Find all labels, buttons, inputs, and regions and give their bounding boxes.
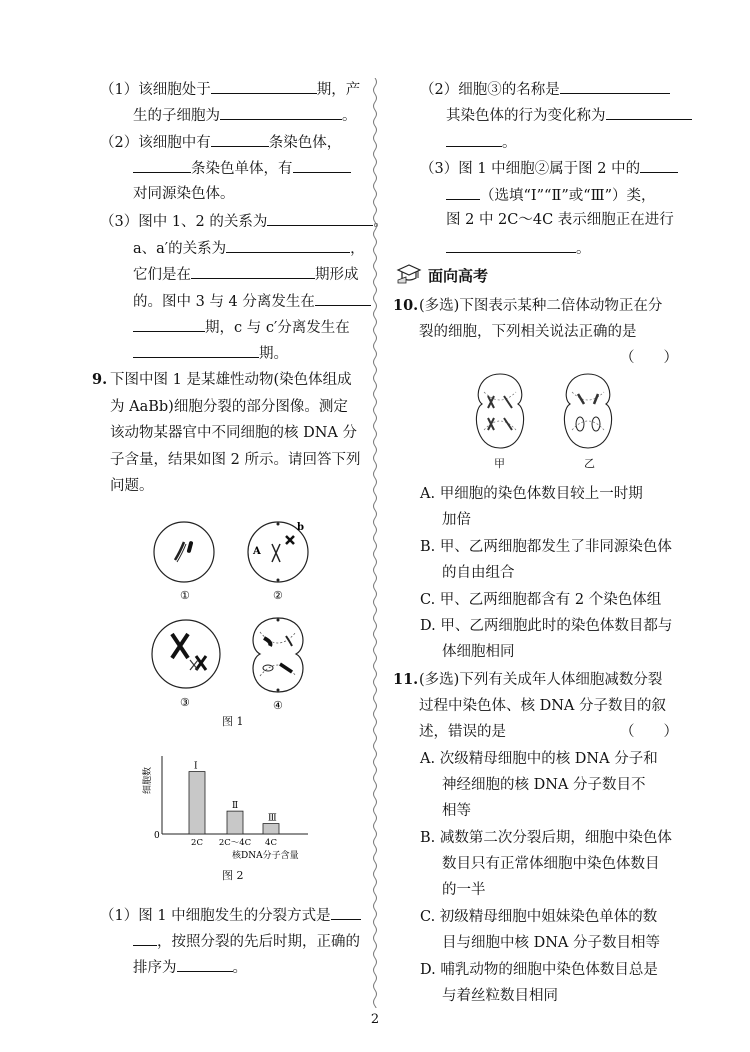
chart-y-label: 细胞数 [143, 766, 153, 794]
cell-4-diagram [253, 618, 303, 692]
q10-option-b-2: 的自由组合 [442, 565, 515, 581]
q9-stem-2: 为 AaBb)细胞分裂的部分图像。测定 [110, 399, 348, 415]
q11-option-c-1[interactable]: C. 初级精母细胞中姐妹染色单体的数 [420, 909, 658, 925]
bar-2C～4C [227, 811, 243, 834]
q9-number: 9. [92, 371, 108, 388]
q11-option-a-1[interactable]: A. 次级精母细胞中的核 DNA 分子和 [420, 751, 658, 767]
q10-answer-paren[interactable]: （ ） [620, 350, 678, 366]
column-divider [372, 78, 378, 1008]
q9-stem-4: 子含量，结果如图 2 所示。请回答下列 [110, 452, 361, 468]
q11-option-d-1[interactable]: D. 哺乳动物的细胞中染色体数目总是 [420, 962, 658, 978]
figure-1-caption: 图 1 [222, 715, 244, 728]
q9-3-line1: （3）图 1 中细胞②属于图 2 中的 [420, 157, 678, 179]
letter-A: A [253, 546, 261, 557]
q9-stem-5: 问题。 [110, 478, 154, 494]
q10-figure [460, 368, 630, 468]
q9-3-line4: 。 [446, 237, 591, 259]
q9-1-line2: ，按照分裂的先后时期，正确的 [133, 930, 360, 952]
blank[interactable] [211, 78, 317, 94]
q9-2-line1: （2）细胞③的名称是 [420, 78, 670, 100]
blank[interactable] [331, 904, 361, 920]
q10-option-d-2: 体细胞相同 [442, 644, 515, 660]
q11-option-b-1[interactable]: B. 减数第二次分裂后期，细胞中染色体 [420, 830, 672, 846]
q11-stem-3: 述，错误的是 [419, 724, 506, 740]
q10-option-c[interactable]: C. 甲、乙两细胞都含有 2 个染色体组 [420, 592, 662, 608]
figure-2-chart [140, 746, 330, 866]
page-number: 2 [370, 1012, 380, 1027]
chart-x-label: 核DNA分子含量 [232, 851, 299, 861]
blank[interactable] [293, 157, 351, 173]
q8-3-line4: 的。图中 3 与 4 分离发生在 [133, 290, 371, 312]
blank[interactable] [133, 157, 191, 173]
q10-option-a-1[interactable]: A. 甲细胞的染色体数目较上一时期 [420, 486, 643, 502]
q11-stem-2: 过程中染色体、核 DNA 分子数目的叙 [419, 698, 667, 714]
q10-stem-1: (多选)下图表示某种二倍体动物正在分 [419, 298, 663, 314]
blank[interactable] [226, 237, 350, 253]
x-tick-label: 4C [265, 838, 277, 848]
cell-yi-label: 乙 [584, 457, 595, 470]
q9-2-line2: 其染色体的行为变化称为 [446, 104, 692, 126]
q9-3-line2: （选填“Ⅰ”“Ⅱ”或“Ⅲ”）类， [446, 184, 656, 206]
cell-1-label: ① [180, 589, 190, 602]
letter-b: b [297, 522, 304, 533]
q10-option-b-1[interactable]: B. 甲、乙两细胞都发生了非同源染色体 [420, 539, 672, 555]
blank[interactable] [133, 316, 205, 332]
cell-1-diagram [154, 522, 214, 582]
blank[interactable] [177, 956, 233, 972]
cell-jia-label: 甲 [494, 457, 505, 470]
cell-3-label: ③ [180, 696, 190, 709]
q11-number: 11. [393, 671, 419, 688]
blank[interactable] [133, 930, 157, 946]
q9-stem-3: 该动物某器官中不同细胞的核 DNA 分 [110, 425, 358, 441]
blank[interactable] [191, 263, 315, 279]
blank[interactable] [211, 131, 269, 147]
q8-2-line1: （2）该细胞中有 条染色体， [100, 131, 341, 153]
blank[interactable] [133, 342, 259, 358]
cell-yi-diagram [564, 374, 611, 448]
cell-2-label: ② [273, 589, 283, 602]
q8-1-line1: （1）该细胞处于 期，产 [100, 78, 360, 100]
section-title: 面向高考 [428, 267, 489, 285]
q8-1-line2: 生的子细胞为 。 [133, 104, 357, 126]
q8-3-line2: a、a′的关系为 ， [133, 237, 365, 259]
figure-2-caption: 图 2 [222, 869, 244, 882]
x-tick-label: 2C [191, 838, 203, 848]
q8-2-line3: 对同源染色体。 [133, 186, 235, 202]
q11-option-c-2: 目与细胞中核 DNA 分子数目相等 [442, 935, 661, 951]
q11-option-b-3: 的一半 [442, 882, 486, 898]
cell-4-label: ④ [273, 699, 283, 712]
q11-option-a-3: 相等 [442, 803, 471, 819]
graduation-cap-icon [396, 262, 422, 284]
q9-stem-1: 下图中图 1 是某雄性动物(染色体组成 [110, 372, 352, 388]
q11-option-a-2: 神经细胞的核 DNA 分子数目不 [442, 777, 646, 793]
blank[interactable] [446, 237, 576, 253]
q8-3-line5: 期，c 与 c′分离发生在 [133, 316, 350, 338]
q11-option-b-2: 数目只有正常体细胞中染色体数目 [442, 856, 660, 872]
q10-stem-2: 裂的细胞，下列相关说法正确的是 [419, 324, 637, 340]
q8-3-line6: 期。 [133, 342, 288, 364]
blank[interactable] [446, 131, 502, 147]
q8-3-line3: 它们是在 期形成 [133, 263, 359, 285]
chart-origin: 0 [154, 831, 160, 841]
q9-1-line1: （1）图 1 中细胞发生的分裂方式是 [100, 904, 361, 926]
q9-3-line3: 图 2 中 2C～4C 表示细胞正在进行 [446, 212, 674, 228]
q11-answer-paren[interactable]: （ ） [620, 724, 678, 740]
blank[interactable] [640, 157, 678, 173]
q11-stem-1: (多选)下列有关成年人体细胞减数分裂 [419, 672, 663, 688]
blank[interactable] [560, 78, 670, 94]
bar-label: Ⅰ [194, 761, 198, 772]
cell-jia-diagram [476, 374, 523, 448]
q8-3-line1: （3）图中 1、2 的关系为 。 [100, 210, 388, 232]
x-tick-label: 2C～4C [218, 838, 252, 848]
q10-option-d-1[interactable]: D. 甲、乙两细胞此时的染色体数目都与 [420, 618, 673, 634]
blank[interactable] [315, 290, 371, 306]
q9-1-line3: 排序为 。 [133, 956, 247, 978]
q9-2-line3: 。 [446, 131, 517, 153]
figure-1 [140, 508, 330, 738]
q11-option-d-2: 与着丝粒数目相同 [442, 988, 558, 1004]
bar-label: Ⅲ [268, 813, 277, 824]
q10-number: 10. [393, 297, 419, 314]
blank[interactable] [220, 104, 342, 120]
cell-3-diagram [152, 620, 220, 688]
q10-option-a-2: 加倍 [442, 512, 471, 528]
blank[interactable] [446, 184, 480, 200]
blank[interactable] [606, 104, 692, 120]
bar-2C [189, 772, 205, 834]
bar-label: Ⅱ [232, 801, 239, 812]
q8-2-line2: 条染色单体，有 [133, 157, 351, 179]
blank[interactable] [267, 210, 373, 226]
bar-4C [263, 824, 279, 834]
